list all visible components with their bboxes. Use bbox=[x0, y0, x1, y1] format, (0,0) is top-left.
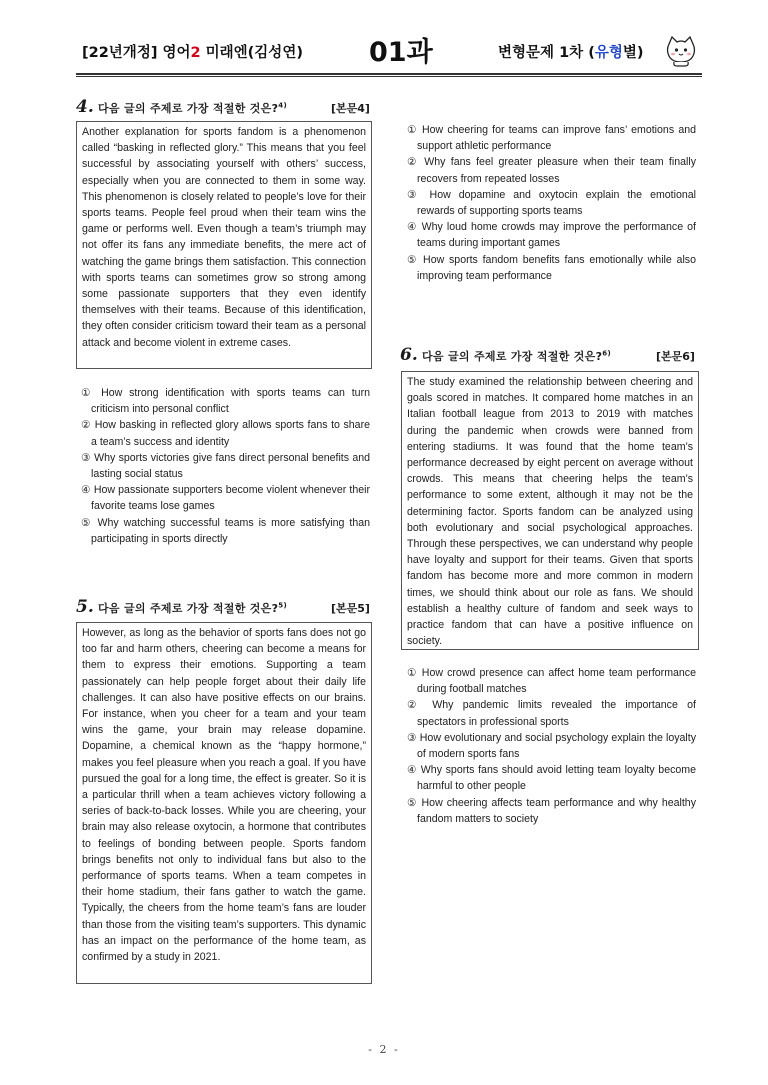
header-divider-thin bbox=[76, 76, 702, 77]
choice-option[interactable]: ① How crowd presence can affect home team performance during football matches bbox=[407, 667, 696, 696]
question-5-passage: However, as long as the behavior of sports fans does not go too far and harm others, cheering can become a means for them to express their emotions. Supporting a team passionately can help people forget about their daily life challenges. It can also have positive effects on our brains. For instance, when you cheer for a team and your team wins the game, your brain may release dopamine. Dopamine, a chemical known as the “happy hormone,” makes you feel pleasure when you reach a goal. If you have pursued the goal for a long time, the effect is greater. So it is a particular thrill when a team achieves victory following a series of back-to-back losses. While you are cheering, your brain may also release oxytocin, a hormone that contributes to feelings of bonding between people. Sports fandom brings benefits not only to individual fans but also to the performance of sports teams. When a team competes in their home stadium, their fans gather to watch the game. Typically, the cheers from the home team’s fans are louder than those from the visiting team’s supporters. This dynamic has an impact on the performance of the home team, as confirmed by a study in 2021. bbox=[76, 622, 372, 984]
question-6-passage: The study examined the relationship between cheering and goals scored in matches. It compared home matches in an Italian football league from 2013 to 2019 with matches during the pandemic when crowds were banned from entering stadiums. It was found that the home team’s performance decreased by eight percent on average without crowds. This means that cheering helps the team’s performance to some extent, although it may not be the determining factor. Sports fandom can be analyzed using both evolutionary and social psychological approaches. Through these perspectives, we can understand why people have loyalty and support for their teams. Given that sports fandom has become more and more common in modern times, we should think about our role as fans. We should establish a healthy culture of fandom and seek ways to practice fandom that can have a positive influence on society. bbox=[401, 371, 699, 650]
choice-option[interactable]: ④ Why loud home crowds may improve the performance of teams during important games bbox=[407, 221, 696, 250]
passage-tag: [본문5] bbox=[331, 602, 370, 615]
question-number: 5. bbox=[76, 597, 94, 617]
cat-mascot-icon bbox=[664, 34, 698, 68]
page-header bbox=[0, 0, 768, 75]
choice-option[interactable]: ⑤ How sports fandom benefits fans emotionally while also improving team performance bbox=[407, 253, 696, 282]
choice-option[interactable]: ④ Why sports fans should avoid letting team loyalty become harmful to other people bbox=[407, 764, 696, 793]
choice-option[interactable]: ① How strong identification with sports teams can turn criticism into personal conflict bbox=[81, 387, 370, 416]
lesson-title: 01과 bbox=[369, 37, 433, 68]
question-4-choices bbox=[81, 385, 370, 547]
choice-option[interactable]: ② How basking in reflected glory allows sports fans to share a team’s success and identity bbox=[81, 419, 370, 448]
question-4-passage: Another explanation for sports fandom is a phenomenon called “basking in reflected glory.” This means that you feel successful by associating yourself with others’ success, especially when you are connected to them in some way. This phenomenon is closely related to people’s love for their sports teams. People feel proud when their team wins the game or performs well. Even though a team’s triumph may not offer its fans any immediate benefits, the mere act of watching the game brings them satisfaction. This connection with sports teams can sometimes grow so strong among some passionate supporters that they even identify themselves with their teams. Because of this identification, they often consider criticism toward their team as a personal attack and become violent in extreme cases. bbox=[76, 121, 372, 369]
passage-tag: [본문6] bbox=[656, 350, 695, 363]
choice-option[interactable]: ⑤ How cheering affects team performance and why healthy fandom matters to society bbox=[407, 796, 696, 825]
choice-option[interactable]: ① How cheering for teams can improve fans’ emotions and support athletic performance bbox=[407, 124, 696, 153]
choice-option[interactable]: ⑤ Why watching successful teams is more satisfying than participating in sports directly bbox=[81, 516, 370, 545]
worksheet-type: 변형문제 1차 (유형별) bbox=[498, 45, 644, 61]
question-5-choices bbox=[407, 122, 696, 284]
choice-option[interactable]: ③ Why sports victories give fans direct personal benefits and lasting social status bbox=[81, 451, 370, 481]
question-6-choices bbox=[407, 665, 696, 827]
question-number: 4. bbox=[76, 97, 94, 117]
choice-option[interactable]: ② Why pandemic limits revealed the importance of spectators in professional sports bbox=[407, 699, 696, 728]
question-prompt: 다음 글의 주제로 가장 적절한 것은?$^{5)}$ bbox=[98, 601, 287, 615]
choice-option[interactable]: ② Why fans feel greater pleasure when their team finally recovers from repeated losses bbox=[407, 156, 696, 185]
header-divider bbox=[76, 73, 702, 75]
question-prompt: 다음 글의 주제로 가장 적절한 것은?$^{6)}$ bbox=[422, 349, 611, 363]
passage-tag: [본문4] bbox=[331, 102, 370, 115]
question-6-header bbox=[400, 345, 699, 369]
choice-option[interactable]: ③ How evolutionary and social psychology explain the loyalty of modern sports fans bbox=[407, 731, 696, 761]
course-title: [22년개정] 영어2 미래엔(김성연) bbox=[82, 45, 303, 61]
question-4-header bbox=[76, 97, 372, 121]
question-prompt: 다음 글의 주제로 가장 적절한 것은?$^{4)}$ bbox=[98, 101, 287, 115]
choice-option[interactable]: ③ How dopamine and oxytocin explain the emotional rewards of supporting sports teams bbox=[407, 188, 696, 218]
question-number: 6. bbox=[400, 345, 418, 365]
page-number: - 2 - bbox=[368, 1043, 400, 1056]
choice-option[interactable]: ④ How passionate supporters become violent whenever their favorite teams lose games bbox=[81, 484, 370, 513]
question-5-header bbox=[76, 597, 372, 621]
